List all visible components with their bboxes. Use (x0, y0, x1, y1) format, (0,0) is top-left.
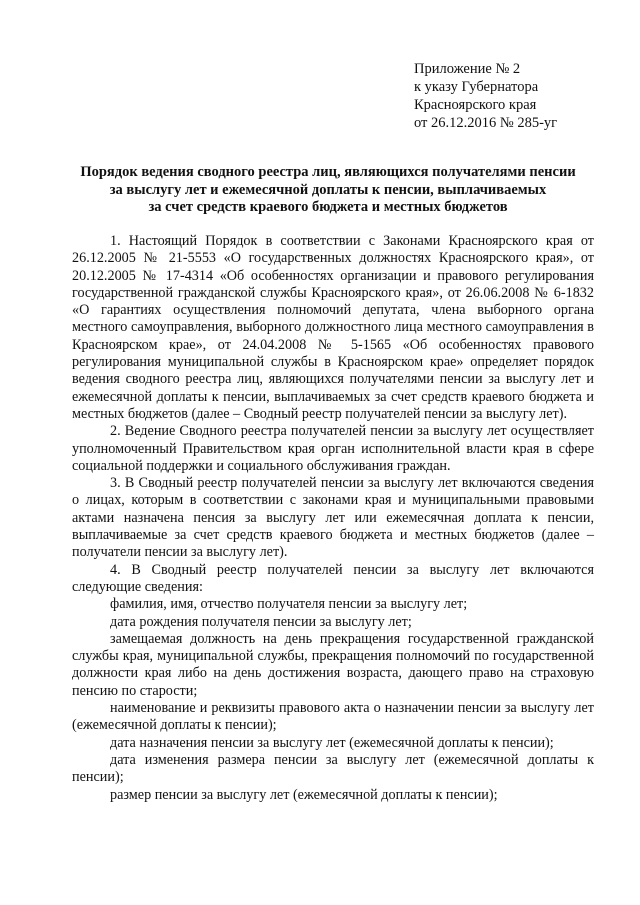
list-item-birth-date: дата рождения получателя пенсии за выслугу лет; (110, 613, 412, 630)
list-item-assignment-date: дата назначения пенсии за выслугу лет (ежемесячной доплаты к пенсии); (110, 734, 554, 751)
appendix-header (414, 60, 614, 132)
paragraph-1: 1. Настоящий Порядок в соответствии с Законами Красноярского края от 26.12.2005 № 21-5553 «О государственных должностях Красноярского края», от 20.12.2005 № 17-4314 «Об особенностях организации и правового регулирования государственной гражданской службы Красноярского края», от 26.06.2008 № 6-1832 «О гарантиях осуществления полномочий депутата, члена выборного органа местного самоуправления, выборного должностного лица местного самоуправления в Красноярском крае», от 24.04.2008 № 5-1565 «Об особенностях правового регулирования муниципальной службы в Красноярском крае» определяет порядок ведения сводного реестра лиц, являющихся получателями пенсии за выслугу лет и ежемесячной доплаты к пенсии, выплачиваемых за счет средств краевого бюджета и местных бюджетов (далее – Сводный реестр получателей пенсии за выслугу лет). (72, 233, 594, 422)
title-line-1: Порядок ведения сводного реестра лиц, являющихся получателями пенсии (80, 164, 576, 180)
appendix-number: Приложение № 2 (414, 61, 521, 77)
list-item-legal-act: наименование и реквизиты правового акта о назначении пенсии за выслугу лет (ежемесячной доплаты к пенсии); (72, 700, 594, 734)
document-body (72, 233, 594, 804)
list-item-amount: размер пенсии за выслугу лет (ежемесячной доплаты к пенсии); (110, 786, 498, 803)
title-line-2: за выслугу лет и ежемесячной доплаты к пенсии, выплачиваемых (109, 181, 547, 198)
list-item-change-date: дата изменения размера пенсии за выслугу лет (ежемесячной доплаты к пенсии); (72, 751, 594, 786)
paragraph-2: 2. Ведение Сводного реестра получателей пенсии за выслугу лет осуществляет уполномоченный Правительством края орган исполнительной власти края в сфере социальной поддержки и социального обслуживания граждан. (72, 423, 594, 474)
paragraph-4: 4. В Сводный реестр получателей пенсии за выслугу лет включаются следующие сведения: (72, 561, 594, 595)
appendix-region: Красноярского края (414, 97, 537, 113)
appendix-date-number: от 26.12.2016 № 285-уг (414, 115, 558, 131)
paragraph-3: 3. В Сводный реестр получателей пенсии за выслугу лет включаются сведения о лицах, которым в соответствии с законами края и муниципальными правовыми актами назначена пенсия за выслугу лет или ежемесячная доплата к пенсии, выплачиваемые за счет средств краевого бюджета и местных бюджетов (далее – получатели пенсии за выслугу лет). (72, 475, 594, 561)
document-title (60, 164, 596, 217)
appendix-decree-ref: к указу Губернатора (414, 79, 539, 95)
list-item-position: замещаемая должность на день прекращения государственной гражданской службы края, муниципальной службы, прекращения полномочий по государственной должности края либо на день достижения возраста, дающего право на страховую пенсию по старости; (72, 630, 594, 699)
title-line-3: за счет средств краевого бюджета и местных бюджетов (148, 199, 508, 215)
list-item-name: фамилия, имя, отчество получателя пенсии за выслугу лет; (110, 596, 468, 613)
